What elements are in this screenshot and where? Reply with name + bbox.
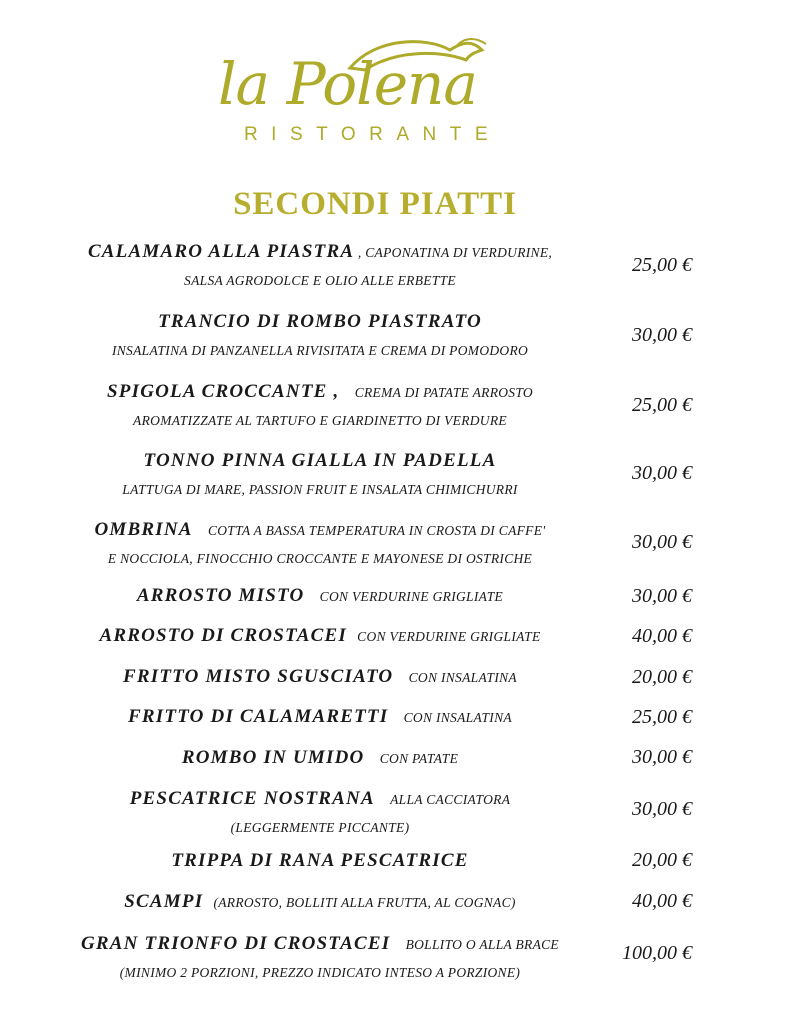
menu-item — [40, 516, 600, 572]
item-description: CON INSALATINA — [403, 710, 512, 725]
item-name: TONNO PINNA GIALLA IN PADELLA — [143, 450, 497, 471]
item-price: 40,00 € — [632, 890, 692, 912]
item-description: CON VERDURINE GRIGLIATE — [357, 629, 541, 644]
restaurant-logo — [200, 28, 560, 158]
item-description: (LEGGERMENTE PICCANTE) — [230, 820, 410, 835]
logo-subtitle: RISTORANTE — [243, 124, 502, 145]
item-description: INSALATINA DI PANZANELLA RIVISITATA E CREMA DI POMODORO — [111, 343, 529, 358]
item-price: 20,00 € — [632, 666, 692, 688]
menu-item — [40, 847, 600, 875]
item-description: E NOCCIOLA, FINOCCHIO CROCCANTE E MAYONESE DI OSTRICHE — [107, 551, 533, 566]
item-name: SCAMPI — [124, 891, 204, 912]
item-name: TRIPPA DI RANA PESCATRICE — [171, 850, 469, 871]
item-description: ALLA CACCIATORA — [390, 792, 511, 807]
item-name: CALAMARO ALLA PIASTRA — [87, 241, 355, 262]
item-price: 30,00 € — [632, 798, 692, 820]
item-price: 25,00 € — [632, 254, 692, 276]
item-description: AROMATIZZATE AL TARTUFO E GIARDINETTO DI VERDURE — [133, 413, 507, 428]
item-description: CON PATATE — [379, 751, 459, 766]
menu-item — [40, 378, 600, 434]
item-name: OMBRINA — [94, 519, 193, 540]
item-name: GRAN TRIONFO DI CROSTACEI — [81, 933, 391, 954]
menu-item — [40, 930, 600, 986]
menu-item — [40, 238, 600, 294]
item-description: COTTA A BASSA TEMPERATURA IN CROSTA DI CAFFE' — [207, 523, 546, 538]
item-separator: , — [354, 245, 366, 260]
item-price: 100,00 € — [622, 942, 692, 964]
menu-item — [40, 308, 600, 364]
menu-item — [40, 703, 600, 731]
item-name: FRITTO MISTO SGUSCIATO — [123, 666, 394, 687]
item-description: (MINIMO 2 PORZIONI, PREZZO INDICATO INTESO A PORZIONE) — [119, 965, 521, 980]
item-price: 30,00 € — [632, 462, 692, 484]
item-description: SALSA AGRODOLCE E OLIO ALLE ERBETTE — [184, 273, 456, 288]
item-name: ARROSTO DI CROSTACEI — [99, 625, 347, 646]
item-price: 20,00 € — [632, 849, 692, 871]
item-price: 30,00 € — [632, 746, 692, 768]
item-name: TRANCIO DI ROMBO PIASTRATO — [158, 311, 482, 332]
menu-item — [40, 622, 600, 650]
item-description: (ARROSTO, BOLLITI ALLA FRUTTA, AL COGNAC) — [213, 895, 516, 910]
menu-item — [40, 447, 600, 503]
item-name: SPIGOLA CROCCANTE , — [107, 381, 340, 402]
item-price: 40,00 € — [632, 625, 692, 647]
menu-item — [40, 582, 600, 610]
item-description: LATTUGA DI MARE, PASSION FRUIT E INSALATA CHIMICHURRI — [122, 482, 518, 497]
item-price: 30,00 € — [632, 324, 692, 346]
menu-item — [40, 888, 600, 916]
item-description: CREMA DI PATATE ARROSTO — [354, 385, 533, 400]
item-description: BOLLITO O ALLA BRACE — [405, 937, 559, 952]
menu-item — [40, 785, 600, 841]
item-name: ARROSTO MISTO — [136, 585, 305, 606]
item-description: CON INSALATINA — [408, 670, 517, 685]
item-price: 25,00 € — [632, 394, 692, 416]
item-price: 30,00 € — [632, 531, 692, 553]
menu-item — [40, 744, 600, 772]
item-price: 25,00 € — [632, 706, 692, 728]
logo-script: la Polena — [218, 50, 477, 118]
section-title: SECONDI PIATTI — [233, 186, 517, 222]
item-name: ROMBO IN UMIDO — [181, 747, 365, 768]
item-name: PESCATRICE NOSTRANA — [129, 788, 375, 809]
item-description: CON VERDURINE GRIGLIATE — [319, 589, 504, 604]
menu-item — [40, 663, 600, 691]
item-description: CAPONATINA DI VERDURINE, — [365, 245, 553, 260]
item-price: 30,00 € — [632, 585, 692, 607]
item-name: FRITTO DI CALAMARETTI — [128, 706, 389, 727]
